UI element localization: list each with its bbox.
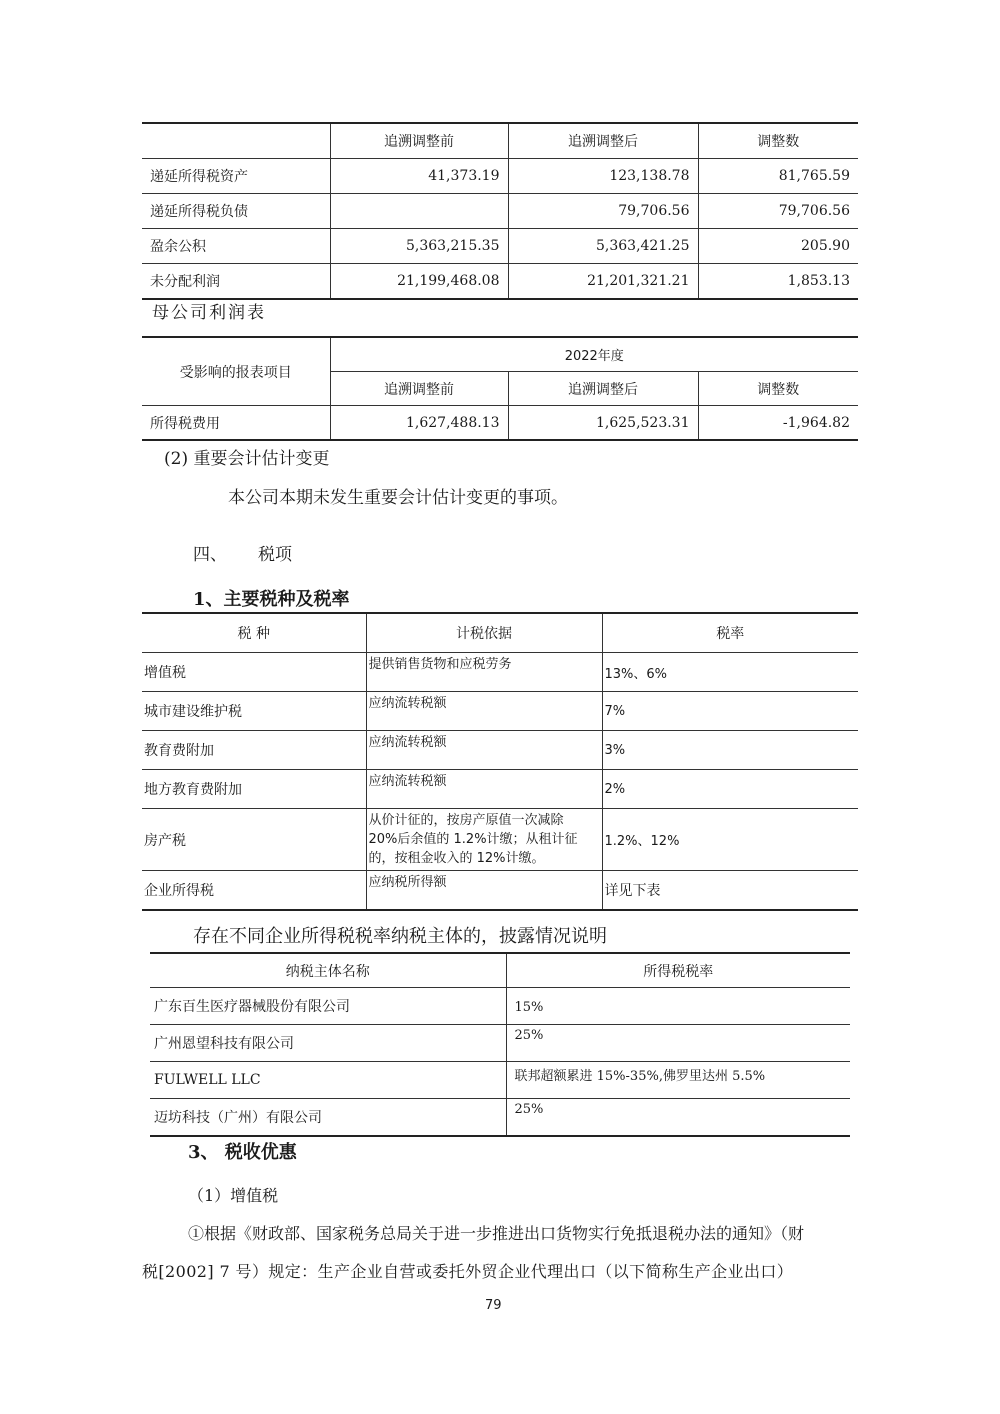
tax-basis-line: 的，按租金收入的 12%计缴。 bbox=[368, 851, 545, 866]
tax-basis-line: 20%后余值的 1.2%计缴；从租计征 bbox=[368, 832, 578, 847]
table-row bbox=[142, 809, 858, 871]
table-header-row bbox=[150, 953, 850, 988]
tax-name: 教育费附加 bbox=[142, 731, 366, 770]
tax-basis: 应纳流转税额 bbox=[366, 731, 602, 770]
income-statement-table bbox=[142, 336, 858, 441]
tax-basis-line: 从价计征的，按房产原值一次减除 bbox=[368, 813, 564, 828]
value-cell: 205.90 bbox=[698, 229, 858, 264]
table-row bbox=[142, 692, 858, 731]
tax-rate: 详见下表 bbox=[602, 871, 858, 910]
parent-income-statement-title: 母公司利润表 bbox=[152, 303, 266, 323]
value-cell: 1,625,523.31 bbox=[508, 406, 698, 441]
row-label: 递延所得税负债 bbox=[142, 194, 330, 229]
tax-basis: 提供销售货物和应税劳务 bbox=[366, 653, 602, 692]
tax-name: 企业所得税 bbox=[142, 871, 366, 910]
section-number: 四、 bbox=[193, 545, 227, 565]
value-cell bbox=[330, 194, 508, 229]
page-number: 79 bbox=[485, 1298, 502, 1313]
tax-name: 增值税 bbox=[142, 653, 366, 692]
section-title: 税项 bbox=[258, 545, 292, 565]
row-label: 所得税费用 bbox=[142, 406, 330, 441]
header-cell: 调整数 bbox=[698, 123, 858, 159]
entity-rate: 15% bbox=[506, 988, 850, 1025]
table-row bbox=[142, 653, 858, 692]
tax-basis: 应纳税所得额 bbox=[366, 871, 602, 910]
vat-paragraph-line: 税[2002] 7 号）规定：生产企业自营或委托外贸企业代理出口（以下简称生产企业出口） bbox=[142, 1262, 794, 1281]
disclosure-title: 存在不同企业所得税税率纳税主体的，披露情况说明 bbox=[193, 926, 607, 947]
header-cell: 追溯调整前 bbox=[330, 123, 508, 159]
row-label: 未分配利润 bbox=[142, 264, 330, 300]
entity-rate: 25% bbox=[506, 1025, 850, 1062]
table-row bbox=[142, 264, 858, 300]
table-row bbox=[150, 1062, 850, 1099]
row-label: 盈余公积 bbox=[142, 229, 330, 264]
value-cell: 41,373.19 bbox=[330, 159, 508, 194]
entity-name: FULWELL LLC bbox=[150, 1062, 506, 1099]
tax-rates-table bbox=[142, 612, 858, 911]
header-cell: 税 种 bbox=[142, 613, 366, 653]
tax-rate: 13%、6% bbox=[602, 653, 858, 692]
header-cell bbox=[142, 123, 330, 159]
value-cell: 21,199,468.08 bbox=[330, 264, 508, 300]
entity-tax-table bbox=[150, 952, 850, 1137]
tax-rate: 3% bbox=[602, 731, 858, 770]
item-header: 受影响的报表项目 bbox=[142, 337, 330, 406]
tax-rate: 1.2%、12% bbox=[602, 809, 858, 871]
value-cell: 79,706.56 bbox=[508, 194, 698, 229]
header-cell: 调整数 bbox=[698, 372, 858, 406]
table-row bbox=[142, 159, 858, 194]
table-row bbox=[142, 871, 858, 910]
tax-name: 城市建设维护税 bbox=[142, 692, 366, 731]
value-cell: 79,706.56 bbox=[698, 194, 858, 229]
value-cell: 5,363,215.35 bbox=[330, 229, 508, 264]
entity-name: 迈坊科技（广州）有限公司 bbox=[150, 1099, 506, 1137]
header-cell: 追溯调整后 bbox=[508, 123, 698, 159]
year-header: 2022年度 bbox=[330, 337, 858, 372]
tax-basis: 应纳流转税额 bbox=[366, 770, 602, 809]
value-cell: 1,853.13 bbox=[698, 264, 858, 300]
subsection-title: 1、主要税种及税率 bbox=[193, 589, 350, 610]
table-header-row bbox=[142, 337, 858, 372]
vat-heading: （1）增值税 bbox=[188, 1186, 279, 1205]
entity-rate: 联邦超额累进 15%-35%,佛罗里达州 5.5% bbox=[506, 1062, 850, 1099]
header-cell: 计税依据 bbox=[366, 613, 602, 653]
header-cell: 追溯调整前 bbox=[330, 372, 508, 406]
header-cell: 纳税主体名称 bbox=[150, 953, 506, 988]
table-row bbox=[142, 229, 858, 264]
tax-name: 房产税 bbox=[142, 809, 366, 871]
entity-name: 广州恩望科技有限公司 bbox=[150, 1025, 506, 1062]
row-label: 递延所得税资产 bbox=[142, 159, 330, 194]
table-row bbox=[150, 988, 850, 1025]
table-header-row bbox=[142, 613, 858, 653]
value-cell: -1,964.82 bbox=[698, 406, 858, 441]
header-cell: 追溯调整后 bbox=[508, 372, 698, 406]
estimate-change-heading: (2) 重要会计估计变更 bbox=[164, 449, 330, 469]
tax-rate: 2% bbox=[602, 770, 858, 809]
value-cell: 1,627,488.13 bbox=[330, 406, 508, 441]
value-cell: 81,765.59 bbox=[698, 159, 858, 194]
value-cell: 123,138.78 bbox=[508, 159, 698, 194]
value-cell: 21,201,321.21 bbox=[508, 264, 698, 300]
tax-rate: 7% bbox=[602, 692, 858, 731]
table-row bbox=[142, 194, 858, 229]
table-row bbox=[142, 770, 858, 809]
value-cell: 5,363,421.25 bbox=[508, 229, 698, 264]
vat-paragraph-line: ①根据《财政部、国家税务总局关于进一步推进出口货物实行免抵退税办法的通知》（财 bbox=[188, 1224, 805, 1243]
table-header-row bbox=[142, 123, 858, 159]
table-row bbox=[142, 731, 858, 770]
tax-incentive-title: 3、 税收优惠 bbox=[188, 1142, 297, 1163]
tax-basis: 应纳流转税额 bbox=[366, 692, 602, 731]
entity-rate: 25% bbox=[506, 1099, 850, 1137]
estimate-change-text: 本公司本期未发生重要会计估计变更的事项。 bbox=[228, 488, 568, 508]
tax-name: 地方教育费附加 bbox=[142, 770, 366, 809]
entity-name: 广东百生医疗器械股份有限公司 bbox=[150, 988, 506, 1025]
table-row bbox=[150, 1025, 850, 1062]
table-row bbox=[142, 406, 858, 441]
adjustment-table bbox=[142, 122, 858, 300]
tax-basis bbox=[366, 809, 602, 871]
table-row bbox=[150, 1099, 850, 1137]
header-cell: 税率 bbox=[602, 613, 858, 653]
header-cell: 所得税税率 bbox=[506, 953, 850, 988]
